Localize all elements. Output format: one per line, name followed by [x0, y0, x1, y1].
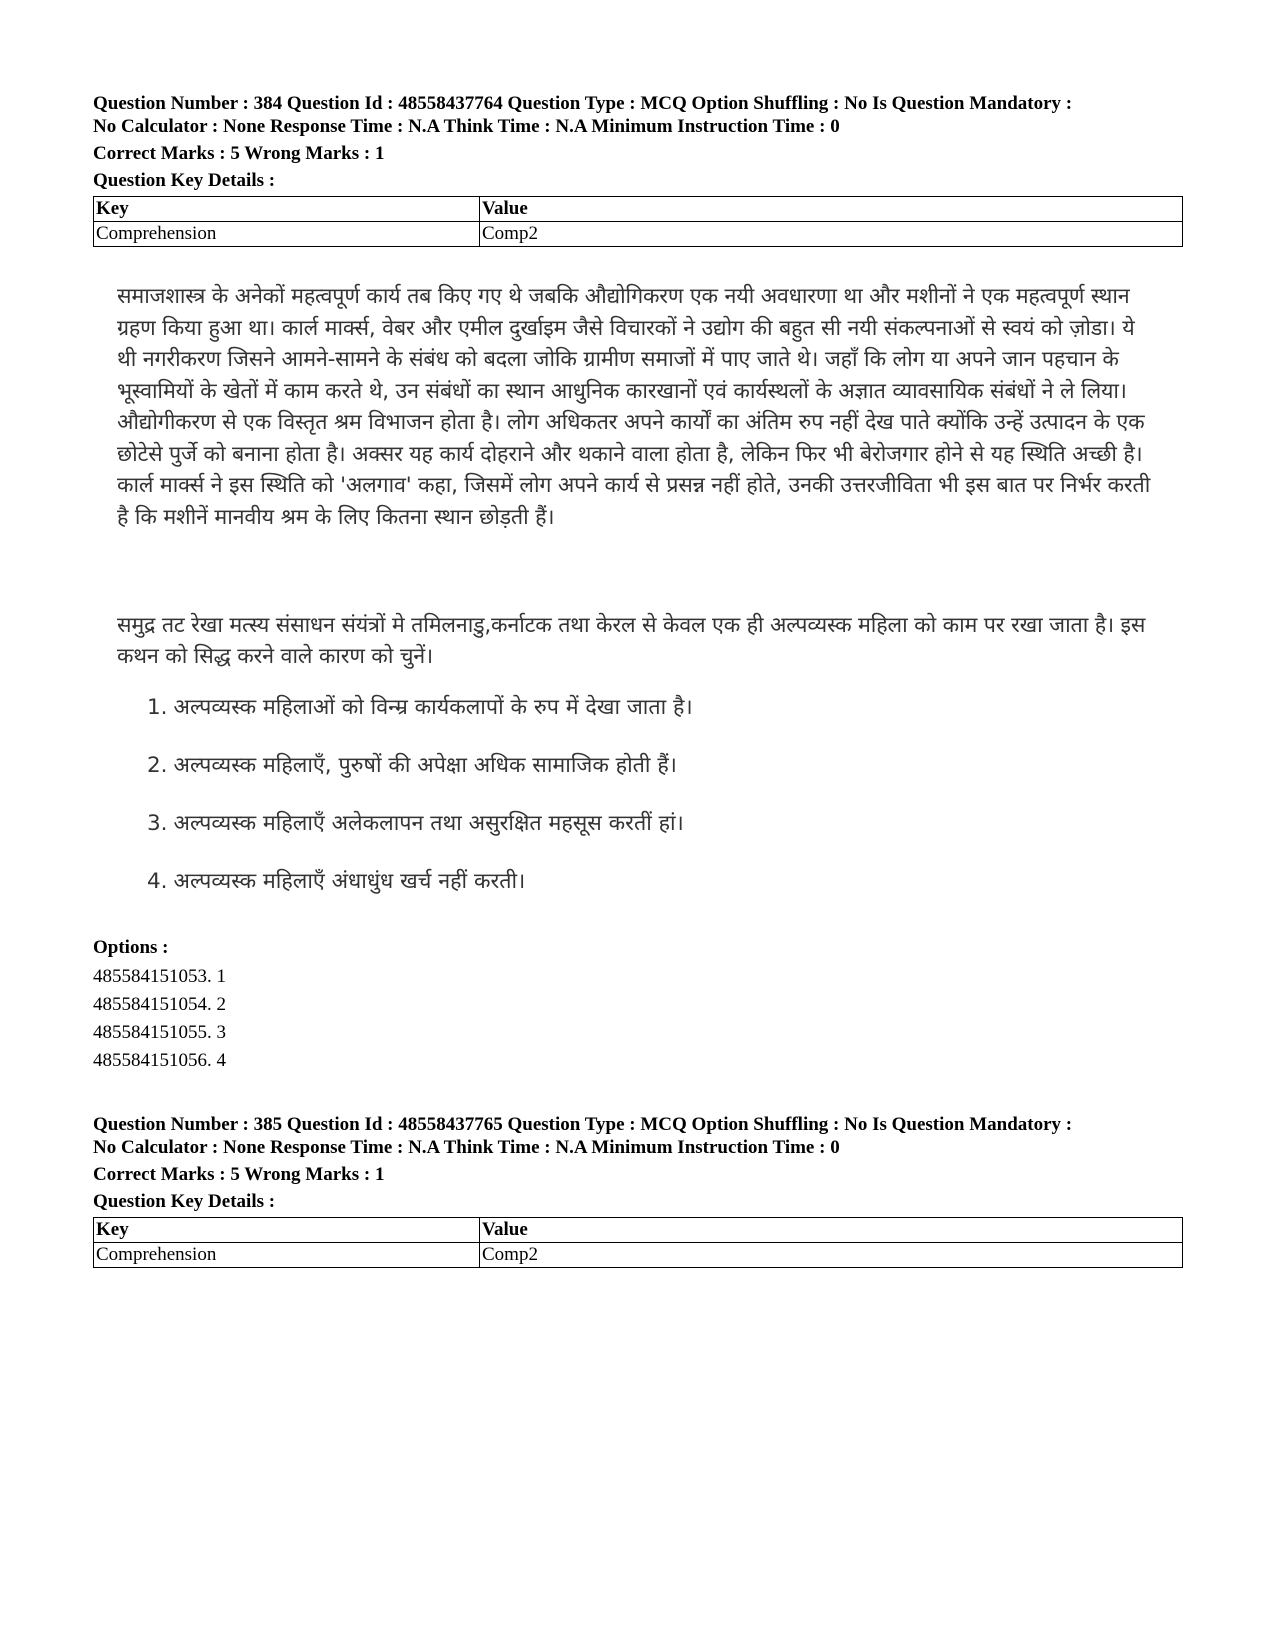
list-item	[147, 694, 1157, 752]
question-image	[117, 281, 1157, 926]
options-list	[93, 963, 1183, 1075]
question-header	[93, 1113, 1183, 1159]
table-header-value: Value	[480, 197, 1183, 222]
statement-text: अल्पव्यस्क महिलाएँ, पुरुषों की अपेक्षा अधिक सामाजिक होती हैं।	[173, 753, 677, 778]
option-item: 485584151056. 4	[93, 1050, 226, 1071]
table-row	[94, 222, 1183, 247]
question-385	[93, 1113, 1183, 1268]
document-page	[93, 92, 1183, 1268]
statement-number: 1.	[147, 695, 168, 720]
statement-text: अल्पव्यस्क महिलाओं को विन्म्र कार्यकलापों के रुप में देखा जाता है।	[173, 695, 693, 720]
table-header-value: Value	[480, 1218, 1183, 1243]
key-details-title: Question Key Details :	[93, 1191, 276, 1212]
statement-number: 3.	[147, 811, 168, 836]
question-384	[93, 92, 1183, 1075]
question-header	[93, 92, 1183, 138]
table-header-row	[94, 1218, 1183, 1243]
statement-number: 4.	[147, 869, 168, 894]
option-item: 485584151054. 2	[93, 994, 226, 1015]
table-cell-key: Comprehension	[94, 222, 480, 247]
marks-line: Correct Marks : 5 Wrong Marks : 1	[93, 1164, 385, 1185]
table-header-key: Key	[94, 1218, 480, 1243]
list-item	[147, 810, 1157, 868]
table-header-row	[94, 197, 1183, 222]
list-item	[147, 752, 1157, 810]
option-item: 485584151053. 1	[93, 966, 226, 987]
table-cell-value: Comp2	[480, 1243, 1183, 1268]
table-cell-value: Comp2	[480, 222, 1183, 247]
marks-line: Correct Marks : 5 Wrong Marks : 1	[93, 143, 385, 164]
table-cell-key: Comprehension	[94, 1243, 480, 1268]
options-title: Options :	[93, 937, 169, 958]
list-item	[147, 868, 1157, 926]
statement-list	[117, 694, 1157, 926]
option-item: 485584151055. 3	[93, 1022, 226, 1043]
table-header-key: Key	[94, 197, 480, 222]
question-header-line-2: No Calculator : None Response Time : N.A Think Time : N.A Minimum Instruction Time : 0	[93, 1137, 840, 1158]
key-details-table	[93, 1217, 1183, 1268]
statement-text: अल्पव्यस्क महिलाएँ अलेकलापन तथा असुरक्षित महसूस करतीं हां।	[173, 811, 684, 836]
statement-text: अल्पव्यस्क महिलाएँ अंधाधुंध खर्च नहीं करती।	[173, 869, 526, 894]
comprehension-passage: समाजशास्त्र के अनेकों महत्वपूर्ण कार्य तब किए गए थे जबकि औद्योगिकरण एक नयी अवधारणा था और मशीनों ने एक महत्वपूर्ण स्थान ग्रहण किया हुआ था। कार्ल मार्क्स, वेबर और एमील दुर्खाइम जैसे विचारकों ने उद्योग की बहुत सी नयी संकल्पनाओं से स्वयं को ज़ोडा। ये थी नगरीकरण जिसने आमने-सामने के संबंध को बदला जोकि ग्रामीण समाजों में पाए जाते थे। जहाँ कि लोग या अपने जान पहचान के भूस्वामियों के खेतों में काम करते थे, उन संबंधों का स्थान आधुनिक कारखानों एवं कार्यस्थलों के अज्ञात व्यावसायिक संबंधों ने ले लिया। औद्योगीकरण से एक विस्तृत श्रम विभाजन होता है। लोग अधिकतर अपने कार्यों का अंतिम रुप नहीं देख पाते क्योंकि उन्हें उत्पादन के एक छोटेसे पुर्जे को बनाना होता है। अक्सर यह कार्य दोहराने और थकाने वाला होता है, लेकिन फिर भी बेरोजगार होने से यह स्थिति अच्छी है। कार्ल मार्क्स ने इस स्थिति को 'अलगाव' कहा, जिसमें लोग अपने कार्य से प्रसन्न नहीं होते, उनकी उत्तरजीविता भी इस बात पर निर्भर करती है कि मशीनें मानवीय श्रम के लिए कितना स्थान छोड़ती हैं।	[117, 284, 1151, 530]
key-details-title: Question Key Details :	[93, 170, 276, 191]
question-header-line-1: Question Number : 385 Question Id : 48558437765 Question Type : MCQ Option Shuffling : No Is Question Mandatory :	[93, 1114, 1073, 1135]
statement-number: 2.	[147, 753, 168, 778]
question-header-line-1: Question Number : 384 Question Id : 48558437764 Question Type : MCQ Option Shuffling : No Is Question Mandatory :	[93, 93, 1073, 114]
question-header-line-2: No Calculator : None Response Time : N.A Think Time : N.A Minimum Instruction Time : 0	[93, 116, 840, 137]
key-details-table	[93, 196, 1183, 247]
question-text: समुद्र तट रेखा मत्स्य संसाधन संयंत्रों मे तमिलनाडु,कर्नाटक तथा केरल से केवल एक ही अल्पव्यस्क महिला को काम पर रखा जाता है। इस कथन को सिद्ध करने वाले कारण को चुनें।	[117, 613, 1146, 669]
table-row	[94, 1243, 1183, 1268]
